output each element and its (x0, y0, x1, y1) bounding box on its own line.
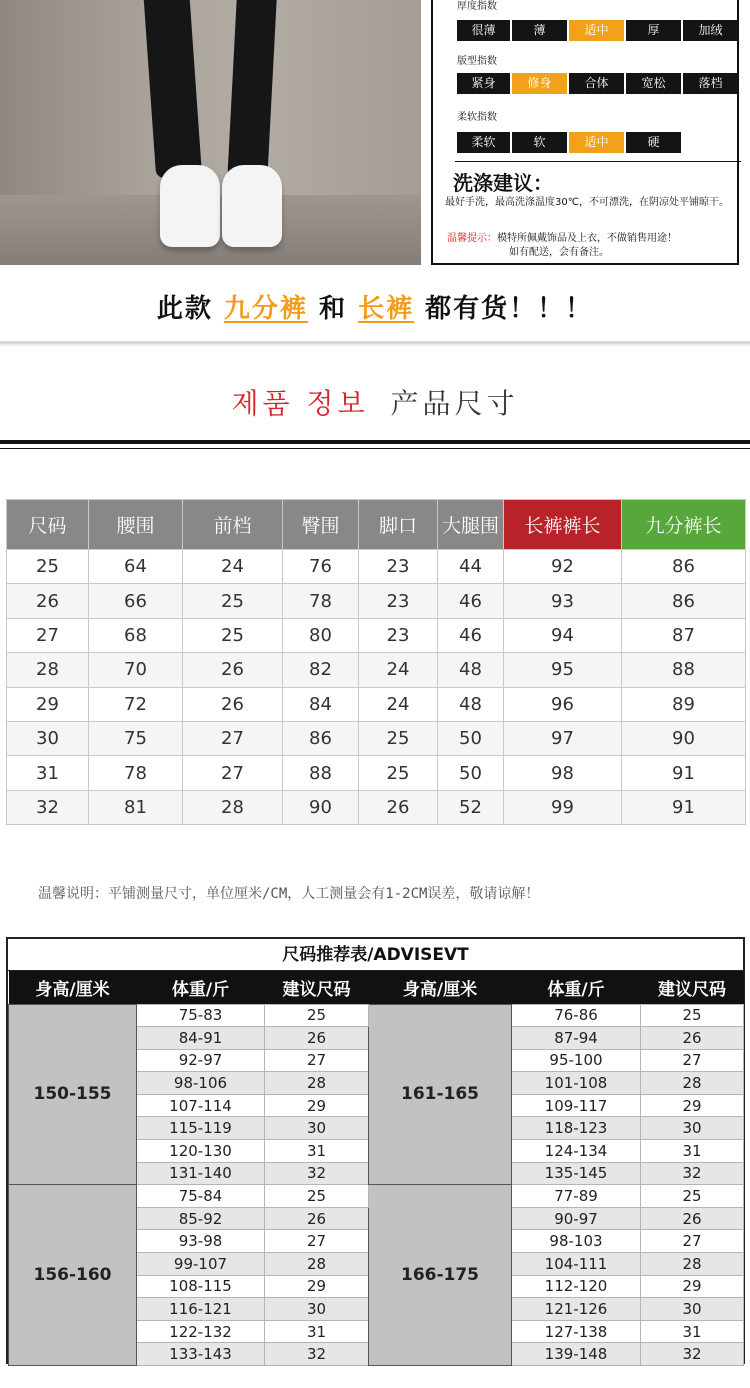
table-cell: 86 (622, 550, 746, 584)
advice-row (9, 1185, 744, 1208)
size-advice-table (6, 937, 745, 1364)
size-cell: 31 (265, 1140, 369, 1163)
size-cell: 31 (641, 1320, 744, 1343)
softness-label: 柔软指数 (457, 112, 497, 123)
banner-pre: 此款 (156, 294, 213, 324)
size-cell: 28 (265, 1253, 369, 1276)
thickness-label: 厚度指数 (457, 1, 497, 12)
weight-cell: 85-92 (137, 1207, 265, 1230)
photo-right-shoe (222, 165, 282, 247)
table-cell: 86 (283, 721, 359, 755)
table-cell: 70 (89, 653, 183, 687)
table-cell: 75 (89, 721, 183, 755)
fit-row (457, 73, 739, 94)
thickness-option: 厚 (626, 20, 681, 41)
size-cell: 25 (641, 1004, 744, 1027)
table-cell: 93 (504, 584, 622, 618)
table-cell: 23 (359, 618, 438, 652)
size-cell: 29 (641, 1275, 744, 1298)
weight-cell: 107-114 (137, 1094, 265, 1117)
warm-tip (447, 232, 737, 260)
size-cell: 25 (265, 1004, 369, 1027)
weight-cell: 115-119 (137, 1117, 265, 1140)
weight-cell: 122-132 (137, 1320, 265, 1343)
table-cell: 25 (183, 618, 283, 652)
size-table-header (7, 500, 746, 550)
column-header: 建议尺码 (641, 971, 744, 1004)
column-header: 腰围 (89, 500, 183, 550)
thickness-row (457, 20, 739, 41)
weight-cell: 104-111 (512, 1253, 641, 1276)
table-cell: 80 (283, 618, 359, 652)
size-cell: 29 (641, 1094, 744, 1117)
banner-item-cropped: 九分裤 (223, 294, 308, 324)
table-cell: 95 (504, 653, 622, 687)
table-cell: 84 (283, 687, 359, 721)
table-cell: 24 (359, 687, 438, 721)
divider (0, 344, 750, 346)
table-cell: 26 (183, 653, 283, 687)
softness-option: 软 (512, 132, 567, 153)
weight-cell: 131-140 (137, 1162, 265, 1185)
table-cell: 91 (622, 790, 746, 824)
weight-cell: 124-134 (512, 1140, 641, 1163)
advice-row (9, 1004, 744, 1027)
weight-cell: 99-107 (137, 1253, 265, 1276)
table-cell: 68 (89, 618, 183, 652)
column-header: 脚口 (359, 500, 438, 550)
table-cell: 30 (7, 721, 89, 755)
size-advice-title: 尺码推荐表/ADVISEVT (8, 939, 743, 971)
table-cell: 88 (622, 653, 746, 687)
weight-cell: 127-138 (512, 1320, 641, 1343)
softness-option: 柔软 (457, 132, 510, 153)
table-cell: 48 (438, 653, 504, 687)
table-cell: 29 (7, 687, 89, 721)
divider (0, 440, 750, 444)
weight-cell: 92-97 (137, 1049, 265, 1072)
table-cell: 24 (359, 653, 438, 687)
column-header: 臀围 (283, 500, 359, 550)
column-header: 大腿围 (438, 500, 504, 550)
size-cell: 32 (265, 1162, 369, 1185)
banner-mid: 和 (318, 294, 347, 324)
weight-cell: 135-145 (512, 1162, 641, 1185)
fit-option-selected: 修身 (512, 73, 567, 94)
table-cell: 27 (183, 756, 283, 790)
table-cell: 31 (7, 756, 89, 790)
fit-option: 紧身 (457, 73, 510, 94)
warm-tip-text2: 如有配送，会有备注。 (509, 247, 609, 258)
thickness-option: 加绒 (683, 20, 738, 41)
table-cell: 26 (359, 790, 438, 824)
column-header: 身高/厘米 (369, 971, 512, 1004)
table-cell: 27 (183, 721, 283, 755)
size-cell: 30 (641, 1117, 744, 1140)
table-cell: 98 (504, 756, 622, 790)
table-cell: 46 (438, 584, 504, 618)
table-cell: 91 (622, 756, 746, 790)
fit-option: 落档 (683, 73, 738, 94)
weight-cell: 98-106 (137, 1072, 265, 1095)
weight-cell: 93-98 (137, 1230, 265, 1253)
column-header: 身高/厘米 (9, 971, 137, 1004)
size-cell: 30 (265, 1117, 369, 1140)
weight-cell: 84-91 (137, 1027, 265, 1050)
size-cell: 32 (641, 1343, 744, 1366)
fit-option: 宽松 (626, 73, 681, 94)
softness-option: 硬 (626, 132, 681, 153)
wash-title: 洗涤建议： (453, 171, 553, 195)
table-cell: 50 (438, 721, 504, 755)
table-row (7, 550, 746, 584)
size-cell: 28 (641, 1253, 744, 1276)
column-header: 前档 (183, 500, 283, 550)
column-header-cropped-pants: 九分裤长 (622, 500, 746, 550)
table-cell: 32 (7, 790, 89, 824)
weight-cell: 95-100 (512, 1049, 641, 1072)
table-cell: 50 (438, 756, 504, 790)
table-cell: 52 (438, 790, 504, 824)
table-cell: 28 (7, 653, 89, 687)
height-range-cell: 161-165 (369, 1004, 512, 1185)
table-cell: 92 (504, 550, 622, 584)
size-cell: 28 (641, 1072, 744, 1095)
table-cell: 24 (183, 550, 283, 584)
table-cell: 23 (359, 550, 438, 584)
table-cell: 26 (7, 584, 89, 618)
weight-cell: 109-117 (512, 1094, 641, 1117)
size-cell: 31 (641, 1140, 744, 1163)
table-cell: 90 (622, 721, 746, 755)
weight-cell: 101-108 (512, 1072, 641, 1095)
size-cell: 32 (641, 1162, 744, 1185)
product-photo (0, 0, 421, 265)
size-cell: 27 (265, 1049, 369, 1072)
warm-tip-text: 模特所佩戴饰品及上衣，不做销售用途！ (497, 233, 677, 244)
size-advice-grid (8, 971, 744, 1366)
size-cell: 26 (265, 1027, 369, 1050)
table-cell: 86 (622, 584, 746, 618)
size-cell: 27 (641, 1049, 744, 1072)
thickness-option: 很薄 (457, 20, 510, 41)
size-cell: 29 (265, 1094, 369, 1117)
table-cell: 87 (622, 618, 746, 652)
section-title-korean: 제품 정보 (231, 387, 369, 420)
table-cell: 99 (504, 790, 622, 824)
advice-header (9, 971, 744, 1004)
table-cell: 25 (7, 550, 89, 584)
table-row (7, 618, 746, 652)
weight-cell: 108-115 (137, 1275, 265, 1298)
banner-item-long: 长裤 (358, 294, 415, 324)
size-cell: 32 (265, 1343, 369, 1366)
softness-row (457, 132, 682, 153)
banner-post: 都有货！！！ (425, 294, 594, 324)
thickness-option: 薄 (512, 20, 567, 41)
table-cell: 25 (359, 756, 438, 790)
table-cell: 44 (438, 550, 504, 584)
size-cell: 28 (265, 1072, 369, 1095)
table-cell: 72 (89, 687, 183, 721)
weight-cell: 116-121 (137, 1298, 265, 1321)
weight-cell: 75-83 (137, 1004, 265, 1027)
size-cell: 26 (265, 1207, 369, 1230)
size-cell: 30 (265, 1298, 369, 1321)
table-cell: 90 (283, 790, 359, 824)
weight-cell: 76-86 (512, 1004, 641, 1027)
photo-left-leg (144, 0, 202, 178)
weight-cell: 87-94 (512, 1027, 641, 1050)
fit-label: 版型指数 (457, 56, 497, 67)
photo-right-leg (227, 0, 276, 178)
size-cell: 26 (641, 1027, 744, 1050)
table-cell: 25 (359, 721, 438, 755)
section-title (0, 382, 750, 422)
table-row (7, 756, 746, 790)
table-cell: 81 (89, 790, 183, 824)
column-header-long-pants: 长裤裤长 (504, 500, 622, 550)
size-cell: 27 (641, 1230, 744, 1253)
divider (0, 448, 750, 449)
weight-cell: 77-89 (512, 1185, 641, 1208)
table-row (7, 687, 746, 721)
size-cell: 26 (641, 1207, 744, 1230)
weight-cell: 118-123 (512, 1117, 641, 1140)
spec-panel (431, 0, 739, 265)
size-cell: 31 (265, 1320, 369, 1343)
table-cell: 88 (283, 756, 359, 790)
table-cell: 78 (89, 756, 183, 790)
section-title-chinese: 产品尺寸 (390, 387, 519, 420)
table-cell: 78 (283, 584, 359, 618)
table-cell: 76 (283, 550, 359, 584)
weight-cell: 121-126 (512, 1298, 641, 1321)
measurement-note: 温馨说明：平铺测量尺寸，单位厘米/CM，人工测量会有1-2CM误差，敬请谅解！ (38, 886, 540, 902)
weight-cell: 98-103 (512, 1230, 641, 1253)
height-range-cell: 150-155 (9, 1004, 137, 1185)
table-cell: 23 (359, 584, 438, 618)
table-cell: 48 (438, 687, 504, 721)
height-range-cell: 156-160 (9, 1185, 137, 1366)
size-cell: 30 (641, 1298, 744, 1321)
table-cell: 26 (183, 687, 283, 721)
table-cell: 97 (504, 721, 622, 755)
table-row (7, 584, 746, 618)
table-cell: 94 (504, 618, 622, 652)
size-cell: 29 (265, 1275, 369, 1298)
wash-text: 最好手洗，最高洗涤温度30℃，不可漂洗，在阴凉处平铺晾干。 (445, 197, 729, 208)
table-cell: 96 (504, 687, 622, 721)
weight-cell: 112-120 (512, 1275, 641, 1298)
spec-divider (455, 161, 741, 162)
column-header: 体重/斤 (512, 971, 641, 1004)
softness-option-selected: 适中 (569, 132, 624, 153)
weight-cell: 120-130 (137, 1140, 265, 1163)
height-range-cell: 166-175 (369, 1185, 512, 1366)
column-header: 建议尺码 (265, 971, 369, 1004)
table-cell: 64 (89, 550, 183, 584)
photo-left-shoe (160, 165, 220, 247)
size-cell: 25 (641, 1185, 744, 1208)
size-cell: 27 (265, 1230, 369, 1253)
warm-tip-tag: 温馨提示： (447, 233, 497, 244)
column-header: 尺码 (7, 500, 89, 550)
size-table (6, 499, 746, 825)
weight-cell: 90-97 (512, 1207, 641, 1230)
fit-option: 合体 (569, 73, 624, 94)
table-cell: 28 (183, 790, 283, 824)
table-cell: 46 (438, 618, 504, 652)
availability-banner (0, 288, 750, 325)
table-row (7, 653, 746, 687)
table-cell: 89 (622, 687, 746, 721)
weight-cell: 133-143 (137, 1343, 265, 1366)
weight-cell: 139-148 (512, 1343, 641, 1366)
table-cell: 25 (183, 584, 283, 618)
weight-cell: 75-84 (137, 1185, 265, 1208)
table-row (7, 790, 746, 824)
column-header: 体重/斤 (137, 971, 265, 1004)
thickness-option-selected: 适中 (569, 20, 624, 41)
table-row (7, 721, 746, 755)
table-cell: 27 (7, 618, 89, 652)
table-cell: 66 (89, 584, 183, 618)
size-cell: 25 (265, 1185, 369, 1208)
table-cell: 82 (283, 653, 359, 687)
